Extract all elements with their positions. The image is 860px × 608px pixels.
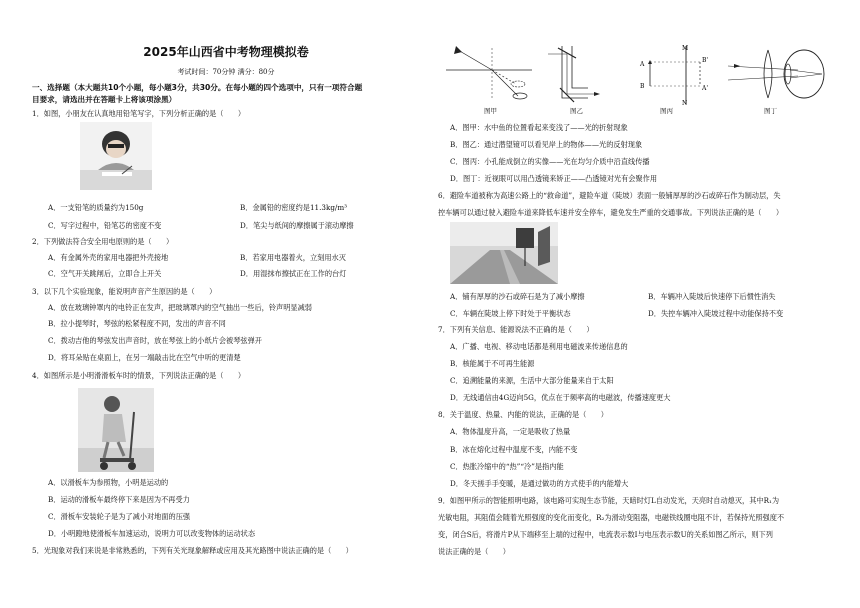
question-8-option-a: A．物体温度升高，一定是吸收了热量 [450, 427, 571, 436]
question-5-option-b: B．图乙：通过潜望镜可以看见岸上的物体——光的反射现象 [450, 140, 643, 149]
question-8-option-c: C．热胀冷缩中的“热”“冷”是指内能 [450, 462, 564, 471]
child-writing-photo [80, 122, 152, 190]
figure-ding-label: 图丁 [764, 107, 777, 115]
question-5-stem: 5．光现象对我们来说是非常熟悉的，下列有关光现象解释或应用及其光路图中说法正确的是（ ） [32, 546, 353, 555]
question-3-option-b: B．拉小提琴时，琴弦的松紧程度不同，发出的声音不同 [48, 319, 226, 328]
question-1-option-c: C．写字过程中，铅笔芯的密度不变 [48, 221, 162, 230]
figure-yi-label: 图乙 [570, 107, 583, 115]
question-2-option-a: A．有金属外壳的家用电器把外壳接地 [48, 253, 169, 262]
question-2-option-b: B．若家用电器着火，立刻用水灭 [240, 253, 346, 262]
mirror-label-b-prime: B' [702, 57, 709, 64]
girl-scooter-photo [78, 388, 154, 472]
question-1-option-a: A．一支铅笔的质量约为150g [48, 203, 144, 212]
exam-subtitle: 考试时间：70分钟 满分：80分 [177, 68, 275, 76]
question-7-option-b: B．核能属于不可再生能源 [450, 359, 535, 368]
figure-bing-mirror-diagram [634, 44, 718, 106]
question-1-stem: 1．如图，小朋友在认真地用铅笔写字，下列分析正确的是（ ） [32, 109, 246, 118]
question-8-stem: 8．关于温度、热量、内能的说法，正确的是（ ） [438, 410, 608, 419]
question-2-option-c: C．空气开关跳闸后，立即合上开关 [48, 269, 162, 278]
question-7-stem: 7．下列有关信息、能源说法不正确的是（ ） [438, 325, 594, 334]
mirror-label-a: A [640, 61, 645, 68]
question-5-option-c: C．图丙：小孔能成倒立的实像——光在均匀介质中沿直线传播 [450, 157, 650, 166]
question-5-option-d: D．图丁：近视眼可以用凸透镜来矫正——凸透镜对光有会聚作用 [450, 174, 658, 183]
question-8-option-b: B．冰在熔化过程中温度不变，内能不变 [450, 445, 578, 454]
question-3-option-c: C．拨动吉他的琴弦发出声音时，放在琴弦上的小纸片会被琴弦弹开 [48, 336, 262, 345]
mirror-label-b: B [640, 83, 645, 90]
question-5-option-a: A．图甲：水中鱼的位置看起来变浅了——光的折射现象 [450, 123, 628, 132]
mirror-label-m: M [682, 45, 689, 52]
question-4-stem: 4．如图所示是小明滑滑板车时的情景，下列说法正确的是（ ） [32, 371, 246, 380]
figure-jia-refraction-diagram [446, 44, 532, 106]
question-4-option-b: B．运动的滑板车最终停下来是因为不再受力 [48, 495, 190, 504]
section-heading-line2: 目要求，请选出并在答题卡上将该项涂黑） [32, 95, 177, 104]
mirror-label-n: N [682, 100, 688, 106]
question-1-option-d: D．笔尖与纸间的摩擦属于滚动摩擦 [240, 221, 354, 230]
question-2-option-d: D．用湿抹布擦拭正在工作的台灯 [240, 269, 347, 278]
question-7-option-a: A．广播、电视、移动电话都是利用电磁波来传递信息的 [450, 342, 628, 351]
question-4-option-d: D．小明蹬地使滑板车加速运动，说明力可以改变物体的运动状态 [48, 529, 256, 538]
question-9-line1: 9．如图甲所示的智能照明电路，该电路可实现生态节能，天暗时灯L自动发光，天亮时自动熄灭，其中R₁为 [438, 496, 780, 505]
question-4-option-a: A．以滑板车为参照物，小明是运动的 [48, 478, 169, 487]
question-3-option-d: D．将耳朵贴在桌面上，在另一端敲击比在空气中听的更清楚 [48, 353, 241, 362]
question-6-option-d: D．失控车辆冲入陡坡过程中动能保持不变 [648, 309, 784, 318]
escape-lane-photo [450, 222, 558, 284]
question-3-stem: 3．以下几个实验现象，能说明声音产生原因的是（ ） [32, 287, 217, 296]
figure-bing-label: 图丙 [660, 107, 673, 115]
mirror-label-a-prime: A' [702, 85, 708, 92]
question-1-option-b: B．金属铅的密度约是11.3kg/m³ [240, 203, 348, 212]
question-9-line3: 变，闭合S后，将滑片P从下端移至上端的过程中，电流表示数I与电压表示数U的关系如图乙所示，则下列 [438, 530, 773, 539]
question-7-option-c: C．追溯能量的来源，生活中大部分能量来自于太阳 [450, 376, 614, 385]
question-4-option-c: C．滑板车安装轮子是为了减小对地面的压强 [48, 512, 191, 521]
question-6-option-a: A．铺有厚厚的沙石或碎石是为了减小摩擦 [450, 292, 585, 301]
question-7-option-d: D．无线通信由4G迈向5G，优点在于频率高的电磁波，传播速度更大 [450, 393, 671, 402]
question-6-option-c: C．车辆在陡坡上停下时处于平衡状态 [450, 309, 571, 318]
question-9-line4: 说法正确的是（ ） [438, 547, 510, 556]
question-6-line2: 控车辆可以通过驶入避险车道来降低车速并安全停车，避免发生严重的交通事故。下列说法正确的是（ ） [438, 208, 784, 217]
question-3-option-a: A．放在玻璃钟罩内的电铃正在发声，把玻璃罩内的空气抽出一些后，铃声明显减弱 [48, 303, 312, 312]
figure-jia-label: 图甲 [484, 107, 497, 115]
question-6-line1: 6．避险车道被称为高速公路上的“救命道”，避险车道（陡坡）表面一般铺厚厚的沙石或碎石作为制动层，失 [438, 191, 781, 200]
section-heading-line1: 一、选择题（本大题共10个小题，每小题3分，共30分。在每小题的四个选项中，只有一项符合题 [32, 83, 363, 92]
figure-ding-eye-diagram [728, 44, 828, 106]
exam-title: 2025年山西省中考物理模拟卷 [143, 45, 309, 59]
question-9-line2: 光敏电阻，其阻值会随着光照强度的变化而变化，R₂为滑动变阻器，电磁铁线圈电阻不计，若保持光照强度不 [438, 513, 785, 522]
question-8-option-d: D．冬天搓手手变暖，是通过做功的方式使手的内能增大 [450, 479, 629, 488]
question-2-stem: 2．下列做法符合安全用电原则的是（ ） [32, 237, 174, 246]
question-6-option-b: B．车辆冲入陡坡后快速停下后惯性消失 [648, 292, 776, 301]
figure-yi-periscope-diagram [548, 44, 612, 106]
